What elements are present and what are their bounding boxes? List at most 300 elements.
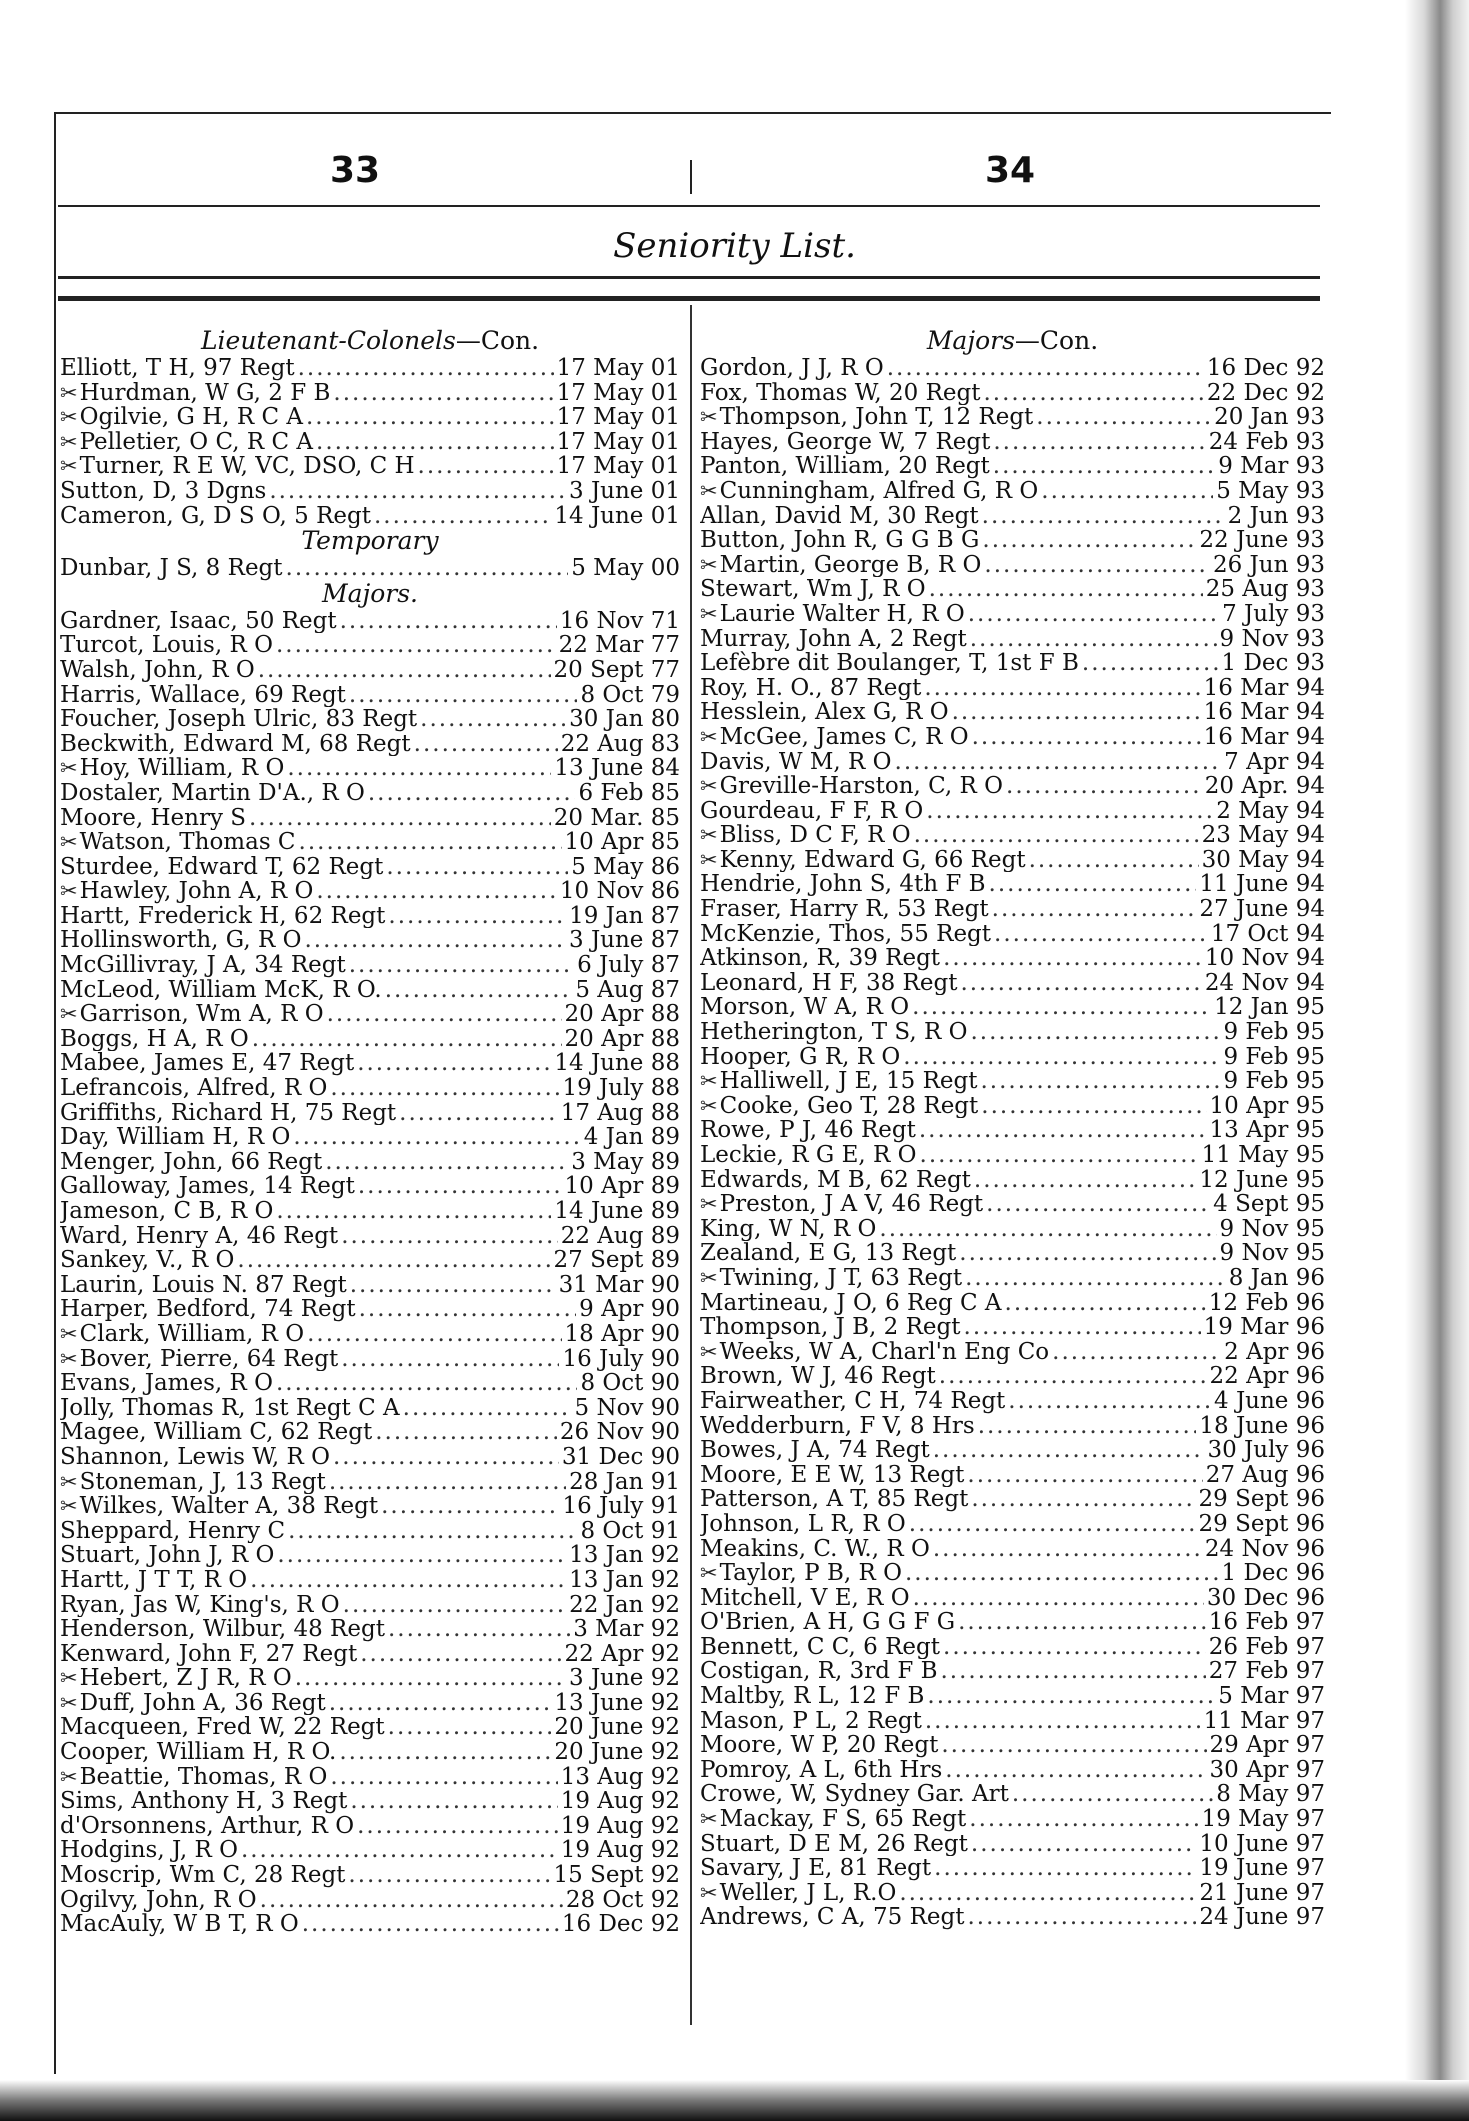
seniority-date: 16 Dec 92	[1206, 356, 1325, 381]
seniority-date: 9 Nov 95	[1219, 1241, 1325, 1266]
list-item	[700, 750, 1325, 775]
leader-dots	[1052, 1340, 1221, 1365]
seniority-date: 22 Aug 83	[560, 731, 680, 757]
leader-dots	[1082, 651, 1219, 676]
officer-name: Hawley, John A, R O	[79, 879, 314, 904]
list-item	[60, 1593, 680, 1618]
list-item	[700, 1512, 1325, 1537]
list-item	[60, 1789, 680, 1814]
seniority-date: 14 June 88	[554, 1051, 680, 1077]
seniority-date: 24 June 97	[1199, 1905, 1325, 1930]
list-item	[700, 1414, 1325, 1439]
seniority-date: 30 Dec 96	[1206, 1585, 1325, 1611]
seniority-date: 24 Feb 93	[1208, 429, 1325, 455]
section-title: Majors	[926, 326, 1015, 355]
leader-dots	[899, 1881, 1196, 1906]
seniority-date: 19 Aug 92	[560, 1813, 680, 1839]
seniority-date: 10 June 97	[1199, 1831, 1325, 1857]
seniority-date: 20 Apr 88	[564, 1002, 680, 1027]
leader-dots	[252, 1027, 562, 1052]
leader-dots	[984, 381, 1204, 406]
seniority-date: 22 Apr 92	[564, 1641, 680, 1667]
officer-name: Davis, W M, R O	[700, 749, 892, 775]
officer-name: Beattie, Thomas, R O	[79, 1764, 328, 1790]
seniority-date: 8 Oct 91	[580, 1518, 680, 1544]
list-item	[60, 978, 680, 1003]
leader-dots	[286, 556, 569, 581]
list-item	[700, 577, 1325, 602]
list-item	[60, 879, 680, 904]
list-item	[60, 1101, 680, 1126]
seniority-date: 12 Jan 95	[1214, 995, 1325, 1021]
section-continued: —Con.	[455, 326, 540, 355]
officer-name: Hartt, J T T, R O	[60, 1567, 248, 1593]
list-item	[700, 602, 1325, 627]
seniority-date: 25 Aug 93	[1205, 577, 1325, 602]
seniority-date: 22 Apr 96	[1209, 1364, 1325, 1389]
leader-dots	[293, 1125, 580, 1150]
leader-dots	[349, 683, 578, 708]
leader-dots	[316, 879, 557, 904]
officer-name: Garrison, Wm A, R O	[79, 1002, 324, 1027]
leader-dots	[403, 1396, 572, 1421]
list-item	[60, 1420, 680, 1445]
seniority-date: 17 Oct 94	[1210, 921, 1325, 947]
seniority-date: 11 Mar 97	[1203, 1708, 1325, 1734]
officer-name: Galloway, James, 14 Regt	[60, 1174, 355, 1199]
seniority-date: 26 Feb 97	[1208, 1634, 1325, 1660]
seniority-date: 8 Oct 90	[580, 1371, 680, 1396]
officer-name: McGee, James C, R O	[719, 724, 969, 750]
section-heading	[700, 328, 1325, 356]
officer-name: Cooper, William H, R O.	[60, 1740, 337, 1765]
leader-dots	[925, 1709, 1201, 1734]
list-item	[700, 1782, 1325, 1807]
scissors-icon: ✂	[60, 1666, 78, 1691]
officer-name: O'Brien, A H, G G F G	[700, 1610, 956, 1635]
list-item	[700, 1045, 1325, 1070]
list-item	[700, 454, 1325, 479]
seniority-date: 11 May 95	[1201, 1143, 1325, 1168]
seniority-date: 28 Oct 92	[565, 1887, 680, 1913]
officer-name: Sutton, D, 3 Dgns	[60, 478, 267, 504]
list-item	[60, 1371, 680, 1396]
leader-dots	[306, 405, 554, 430]
seniority-date: 19 May 97	[1201, 1807, 1325, 1832]
list-item	[700, 1266, 1325, 1291]
list-item	[700, 1610, 1325, 1635]
leader-dots	[972, 725, 1201, 750]
leader-dots	[327, 1002, 562, 1027]
list-item	[60, 855, 680, 880]
list-item	[700, 1537, 1325, 1562]
leader-dots	[340, 609, 557, 634]
leader-dots	[879, 1217, 1216, 1242]
officer-name: Zealand, E G, 13 Regt	[700, 1241, 957, 1266]
seniority-date: 2 May 94	[1216, 798, 1325, 824]
seniority-date: 24 Nov 94	[1204, 970, 1325, 996]
list-item	[60, 479, 680, 504]
seniority-date: 30 July 96	[1207, 1438, 1325, 1463]
seniority-date: 10 Apr 85	[564, 830, 680, 855]
leader-dots	[960, 971, 1201, 996]
seniority-date: 3 June 01	[569, 478, 680, 504]
list-item	[700, 627, 1325, 652]
officer-name: Wedderburn, F V, 8 Hrs	[700, 1413, 975, 1439]
list-item	[700, 1856, 1325, 1881]
officer-name: Hollinsworth, G, R O	[60, 928, 302, 954]
seniority-date: 16 July 91	[562, 1494, 680, 1519]
officer-name: McGillivray, J A, 34 Regt	[60, 953, 346, 978]
officer-name: Sturdee, Edward T, 62 Regt	[60, 854, 384, 880]
officer-name: Thompson, John T, 12 Regt	[719, 405, 1034, 430]
officer-name: Martineau, J O, 6 Reg C A	[700, 1290, 1002, 1316]
seniority-date: 31 Dec 90	[561, 1444, 680, 1470]
scissors-icon: ✂	[60, 1469, 78, 1494]
seniority-date: 20 June 92	[554, 1715, 680, 1741]
officer-name: Stuart, D E M, 26 Regt	[700, 1831, 968, 1857]
scissors-icon: ✂	[60, 830, 78, 855]
list-item	[700, 356, 1325, 381]
leader-dots	[385, 978, 573, 1003]
leader-dots	[920, 1143, 1199, 1168]
seniority-date: 9 Nov 95	[1219, 1216, 1325, 1242]
seniority-date: 22 Dec 92	[1206, 380, 1325, 406]
list-item	[60, 1322, 680, 1347]
leader-dots	[970, 627, 1217, 652]
list-item	[60, 1519, 680, 1544]
leader-dots	[1012, 1782, 1213, 1807]
seniority-date: 5 Nov 90	[574, 1395, 680, 1421]
seniority-date: 17 May 01	[556, 380, 680, 406]
officer-name: Gardner, Isaac, 50 Regt	[60, 608, 337, 634]
leader-dots	[299, 830, 562, 855]
list-item	[700, 1709, 1325, 1734]
scissors-icon: ✂	[700, 478, 718, 503]
leader-dots	[237, 1248, 550, 1273]
leader-dots	[329, 1691, 552, 1716]
leader-dots	[993, 430, 1205, 455]
list-item	[700, 1364, 1325, 1389]
section-title: Majors.	[321, 578, 419, 608]
leader-dots	[325, 1150, 568, 1175]
list-item	[700, 1463, 1325, 1488]
list-item	[700, 1659, 1325, 1684]
leader-dots	[982, 528, 1196, 553]
officer-name: Leonard, H F, 38 Regt	[700, 970, 958, 996]
leader-dots	[926, 799, 1213, 824]
seniority-date: 9 Feb 95	[1223, 1020, 1325, 1045]
seniority-date: 18 Apr 90	[564, 1321, 680, 1347]
seniority-date: 19 July 88	[562, 1076, 680, 1101]
leader-dots	[348, 1863, 550, 1888]
leader-dots	[295, 1666, 566, 1691]
leader-dots	[388, 904, 566, 929]
seniority-date: 24 Nov 96	[1204, 1536, 1325, 1562]
seniority-date: 3 June 92	[569, 1666, 680, 1691]
leader-dots	[909, 1512, 1196, 1537]
officer-name: Andrews, C A, 75 Regt	[700, 1905, 965, 1930]
seniority-date: 13 June 84	[554, 756, 680, 781]
list-item	[700, 1069, 1325, 1094]
list-item	[60, 683, 680, 708]
leader-dots	[333, 1445, 559, 1470]
seniority-date: 16 Mar 94	[1203, 700, 1325, 725]
list-item	[60, 1224, 680, 1249]
officer-name: Dostaler, Martin D'A., R O	[60, 780, 365, 806]
leader-dots	[1008, 1389, 1211, 1414]
leader-dots	[965, 1266, 1226, 1291]
officer-name: Panton, William, 20 Regt	[700, 454, 990, 479]
leader-dots	[414, 732, 558, 757]
leader-dots	[933, 1537, 1202, 1562]
seniority-date: 5 Mar 97	[1218, 1684, 1325, 1709]
scissors-icon: ✂	[60, 1346, 78, 1371]
officer-name: d'Orsonnens, Arthur, R O	[60, 1813, 355, 1839]
list-item	[700, 676, 1325, 701]
seniority-date: 19 Mar 96	[1203, 1315, 1325, 1340]
list-item	[60, 756, 680, 781]
list-item	[60, 1863, 680, 1888]
officer-name: Cooke, Geo T, 28 Regt	[719, 1093, 979, 1119]
list-item	[60, 732, 680, 757]
list-item	[60, 1051, 680, 1076]
list-item	[700, 504, 1325, 529]
list-item	[60, 1642, 680, 1667]
list-item	[60, 556, 680, 581]
scissors-icon: ✂	[60, 454, 78, 479]
list-item	[60, 1494, 680, 1519]
list-item	[60, 1174, 680, 1199]
leader-dots	[929, 577, 1203, 602]
officer-name: Cunningham, Alfred G, R O	[719, 478, 1039, 504]
page-number-right: 34	[985, 150, 1036, 191]
leader-dots	[964, 1315, 1201, 1340]
seniority-date: 23 May 94	[1201, 823, 1325, 848]
officer-name: Patterson, A T, 85 Regt	[700, 1487, 969, 1512]
list-item	[60, 1273, 680, 1298]
leader-dots	[982, 504, 1225, 529]
officer-name: Cameron, G, D S O, 5 Regt	[60, 503, 371, 529]
list-item	[700, 823, 1325, 848]
seniority-date: 20 Apr. 94	[1204, 774, 1325, 799]
officer-name: Sheppard, Henry C	[60, 1518, 286, 1544]
list-item	[60, 1396, 680, 1421]
officer-name: Maltby, R L, 12 F B	[700, 1684, 925, 1709]
list-item	[700, 971, 1325, 996]
leader-dots	[971, 1832, 1196, 1857]
seniority-date: 26 Jun 93	[1212, 552, 1325, 578]
seniority-date: 5 Aug 87	[575, 977, 680, 1003]
seniority-date: 13 Jan 92	[569, 1567, 680, 1593]
officer-name: Harris, Wallace, 69 Regt	[60, 682, 346, 708]
list-item	[700, 1291, 1325, 1316]
book-spine-shadow	[1405, 0, 1469, 2121]
leader-dots	[913, 1586, 1204, 1611]
leader-dots	[341, 1347, 559, 1372]
leader-dots	[359, 1297, 577, 1322]
scissors-icon: ✂	[700, 847, 718, 872]
section-continued: —Con.	[1014, 326, 1099, 355]
list-item	[60, 1076, 680, 1101]
officer-name: McLeod, William McK, R O.	[60, 977, 382, 1003]
list-item	[60, 504, 680, 529]
officer-name: Walsh, John, R O	[60, 657, 255, 683]
seniority-date: 13 Aug 92	[560, 1764, 680, 1790]
seniority-date: 19 June 97	[1199, 1856, 1325, 1881]
seniority-date: 13 Apr 95	[1209, 1118, 1325, 1143]
seniority-date: 6 Feb 85	[578, 780, 680, 806]
list-item	[700, 1020, 1325, 1045]
leader-dots	[971, 1487, 1195, 1512]
officer-name: Twining, J T, 63 Regt	[719, 1265, 963, 1291]
seniority-date: 13 Jan 92	[569, 1543, 680, 1568]
leader-dots	[967, 1905, 1196, 1930]
leader-dots	[1006, 774, 1202, 799]
leader-dots	[994, 922, 1208, 947]
seniority-date: 14 June 01	[554, 503, 680, 529]
officer-name: Rowe, P J, 46 Regt	[700, 1118, 916, 1143]
seniority-date: 12 June 95	[1199, 1167, 1325, 1193]
leader-dots	[304, 928, 566, 953]
leader-dots	[959, 1241, 1216, 1266]
officer-name: Meakins, C. W., R O	[700, 1536, 930, 1562]
seniority-date: 31 Mar 90	[558, 1272, 680, 1298]
list-item	[60, 904, 680, 929]
list-item	[700, 1733, 1325, 1758]
list-item	[700, 1118, 1325, 1143]
header-rule-middle	[58, 276, 1320, 279]
seniority-date: 2 Jun 93	[1227, 503, 1325, 529]
scissors-icon: ✂	[700, 1093, 718, 1118]
leader-dots	[269, 479, 566, 504]
list-item	[60, 1125, 680, 1150]
seniority-date: 19 Aug 92	[560, 1838, 680, 1864]
scissors-icon: ✂	[60, 380, 78, 405]
officer-name: Hooper, G R, R O	[700, 1044, 901, 1070]
leader-dots	[933, 1438, 1205, 1463]
list-item	[60, 1617, 680, 1642]
officer-name: Preston, J A V, 46 Regt	[719, 1192, 984, 1217]
leader-dots	[341, 1224, 558, 1249]
officer-name: Hodgins, J, R O	[60, 1838, 238, 1864]
leader-dots	[350, 1273, 556, 1298]
seniority-date: 16 Nov 71	[559, 608, 680, 634]
seniority-date: 9 Feb 95	[1223, 1044, 1325, 1070]
seniority-date: 30 Apr 97	[1209, 1757, 1325, 1783]
officer-name: Moore, E E W, 13 Regt	[700, 1462, 965, 1488]
list-item	[700, 1168, 1325, 1193]
leader-dots	[984, 553, 1210, 578]
leader-dots	[276, 1199, 551, 1224]
list-item	[700, 1635, 1325, 1660]
scissors-icon: ✂	[60, 756, 78, 781]
list-item	[60, 830, 680, 855]
leader-dots	[993, 454, 1215, 479]
officer-name: Menger, John, 66 Regt	[60, 1149, 323, 1175]
list-item	[60, 430, 680, 455]
seniority-date: 28 Jan 91	[569, 1469, 680, 1495]
list-item	[60, 781, 680, 806]
officer-name: Ryan, Jas W, King's, R O	[60, 1592, 340, 1618]
scissors-icon: ✂	[700, 405, 718, 430]
scissors-icon: ✂	[700, 823, 718, 848]
list-item	[60, 806, 680, 831]
scissors-icon: ✂	[700, 1339, 718, 1364]
officer-name: Beckwith, Edward M, 68 Regt	[60, 731, 411, 757]
scissors-icon: ✂	[700, 774, 718, 799]
seniority-date: 3 June 87	[569, 928, 680, 954]
officer-name: Johnson, L R, R O	[700, 1511, 906, 1537]
seniority-date: 9 Nov 93	[1219, 626, 1325, 652]
leader-dots	[968, 602, 1219, 627]
seniority-date: 29 Sept 96	[1198, 1487, 1325, 1512]
seniority-date: 20 Jan 93	[1214, 405, 1325, 430]
seniority-date: 11 June 94	[1199, 872, 1325, 898]
scissors-icon: ✂	[700, 1807, 718, 1832]
leader-dots	[903, 1045, 1220, 1070]
list-item	[700, 528, 1325, 553]
officer-name: Hayes, George W, 7 Regt	[700, 429, 991, 455]
seniority-date: 8 Jan 96	[1228, 1265, 1325, 1291]
seniority-date: 27 Aug 96	[1205, 1462, 1325, 1488]
officer-name: Kenny, Edward G, 66 Regt	[719, 847, 1026, 873]
officer-name: Moore, W P, 20 Regt	[700, 1733, 939, 1758]
leader-dots	[388, 1715, 552, 1740]
list-item	[700, 897, 1325, 922]
officer-name: Allan, David M, 30 Regt	[700, 503, 979, 529]
list-item	[60, 1150, 680, 1175]
officer-name: Stuart, John J, R O	[60, 1543, 275, 1568]
leader-dots	[374, 504, 551, 529]
officer-name: Pomroy, A L, 6th Hrs	[700, 1757, 943, 1783]
scissors-icon: ✂	[700, 1561, 718, 1586]
officer-name: Laurie Walter H, R O	[719, 601, 965, 627]
leader-dots	[986, 1192, 1210, 1217]
list-item	[60, 1888, 680, 1913]
seniority-date: 4 June 96	[1214, 1388, 1325, 1414]
list-item	[60, 953, 680, 978]
officer-name: Hebert, Z J R, R O	[79, 1666, 292, 1691]
officer-name: Lefrancois, Alfred, R O	[60, 1076, 328, 1101]
leader-dots	[330, 1076, 559, 1101]
officer-name: Savary, J E, 81 Regt	[700, 1856, 932, 1881]
page-number-divider	[690, 160, 692, 194]
officer-name: Ogilvy, John, R O	[60, 1887, 257, 1913]
seniority-date: 9 Feb 95	[1223, 1069, 1325, 1094]
officer-name: Hoy, William, R O	[79, 756, 285, 781]
officer-name: Stoneman, J, 13 Regt	[79, 1469, 326, 1495]
officer-name: Weeks, W A, Charl'n Eng Co	[719, 1339, 1050, 1365]
officer-name: Moscrip, Wm C, 28 Regt	[60, 1863, 346, 1888]
officer-name: Magee, William C, 62 Regt	[60, 1420, 373, 1445]
seniority-date: 19 Jan 87	[569, 903, 680, 929]
officer-name: Turcot, Louis, R O	[60, 633, 273, 658]
scissors-icon: ✂	[700, 601, 718, 626]
seniority-date: 27 June 94	[1199, 897, 1325, 922]
officer-name: Fairweather, C H, 74 Regt	[700, 1388, 1006, 1414]
scissors-icon: ✂	[700, 1069, 718, 1094]
seniority-date: 5 May 86	[571, 854, 680, 880]
leader-dots	[418, 454, 554, 479]
seniority-date: 27 Sept 89	[553, 1248, 680, 1273]
leader-dots	[349, 953, 574, 978]
officer-name: Laurin, Louis N. 87 Regt	[60, 1272, 347, 1298]
seniority-date: 22 Mar 77	[558, 633, 680, 658]
seniority-date: 7 July 93	[1222, 601, 1325, 627]
leader-dots	[260, 1888, 563, 1913]
list-item	[700, 1315, 1325, 1340]
